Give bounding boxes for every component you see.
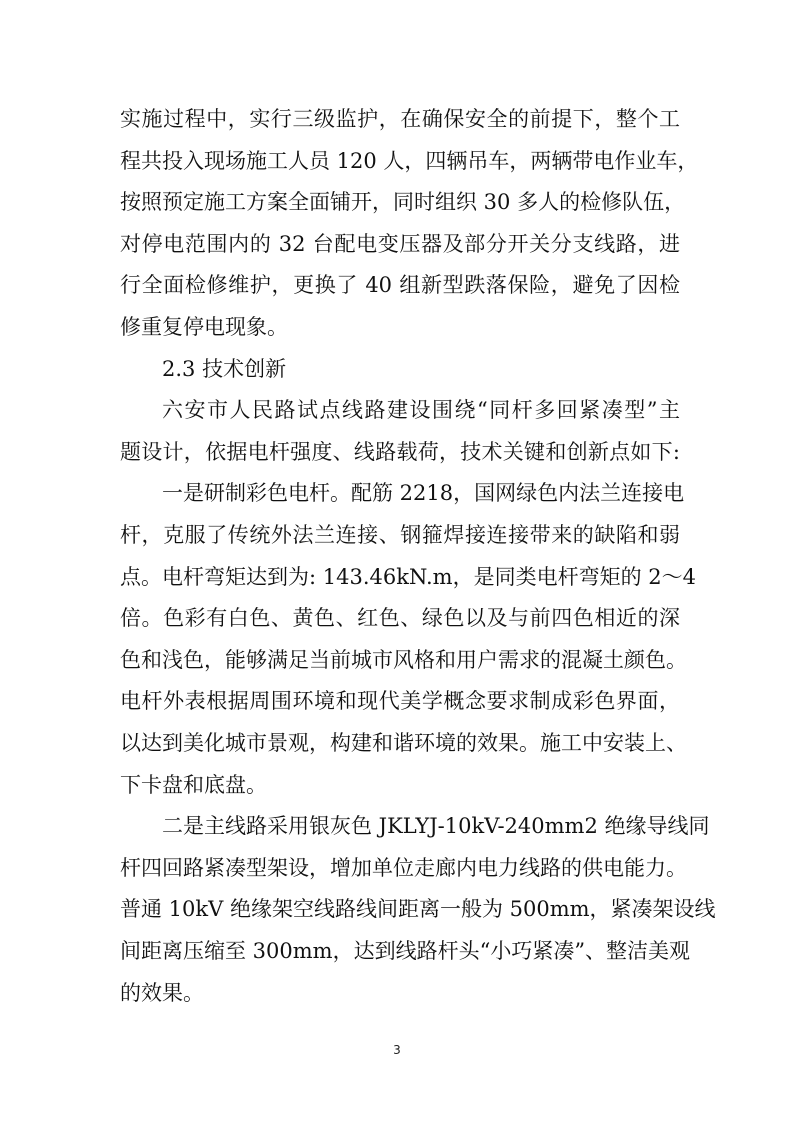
- body-text-line: 倍。色彩有白色、黄色、红色、绿色以及与前四色相近的深: [120, 606, 680, 630]
- body-text-line: 下卡盘和底盘。: [120, 773, 267, 797]
- body-text-line: 间距离压缩至 300mm，达到线路杆头“小巧紧凑”、整洁美观: [120, 939, 691, 963]
- body-text-line: 以达到美化城市景观，构建和谐环境的效果。施工中安装上、: [120, 731, 687, 755]
- section-heading: 2.3 技术创新: [162, 357, 287, 381]
- paragraph-first-line: 一是研制彩色电杆。配筋 2218，国网绿色内法兰连接电: [162, 481, 685, 505]
- body-text-line: 电杆外表根据周围环境和现代美学概念要求制成彩色界面，: [120, 689, 680, 713]
- body-text-line: 实施过程中，实行三级监护，在确保安全的前提下，整个工: [120, 107, 680, 131]
- body-text-line: 程共投入现场施工人员 120 人，四辆吊车，两辆带电作业车，: [120, 149, 699, 173]
- body-text-line: 题设计，依据电杆强度、线路载荷，技术关键和创新点如下:: [120, 440, 680, 464]
- body-text-line: 点。电杆弯矩达到为: 143.46kN.m，是同类电杆弯矩的 2～4: [120, 565, 696, 589]
- paragraph-first-line: 二是主线路采用银灰色 JKLYJ-10kV-240mm2 绝缘导线同: [162, 814, 710, 838]
- body-text-line: 的效果。: [120, 981, 204, 1005]
- body-text-line: 色和浅色，能够满足当前城市风格和用户需求的混凝土颜色。: [120, 648, 687, 672]
- body-text-line: 杆四回路紧凑型架设，增加单位走廊内电力线路的供电能力。: [120, 856, 687, 880]
- body-text-line: 按照预定施工方案全面铺开，同时组织 30 多人的检修队伍，: [120, 190, 686, 214]
- body-text-line: 普通 10kV 绝缘架空线路线间距离一般为 500mm，紧凑架设线: [120, 897, 716, 921]
- body-text-line: 修重复停电现象。: [120, 315, 288, 339]
- page-number: 3: [393, 1043, 401, 1057]
- body-text-line: 杆，克服了传统外法兰连接、钢箍焊接连接带来的缺陷和弱: [120, 523, 680, 547]
- body-text-line: 行全面检修维护，更换了 40 组新型跌落保险，避免了因检: [120, 273, 680, 297]
- paragraph-first-line: 六安市人民路试点线路建设围绕“同杆多回紧凑型”主: [162, 398, 680, 422]
- body-text-line: 对停电范围内的 32 台配电变压器及部分开关分支线路，进: [120, 232, 680, 256]
